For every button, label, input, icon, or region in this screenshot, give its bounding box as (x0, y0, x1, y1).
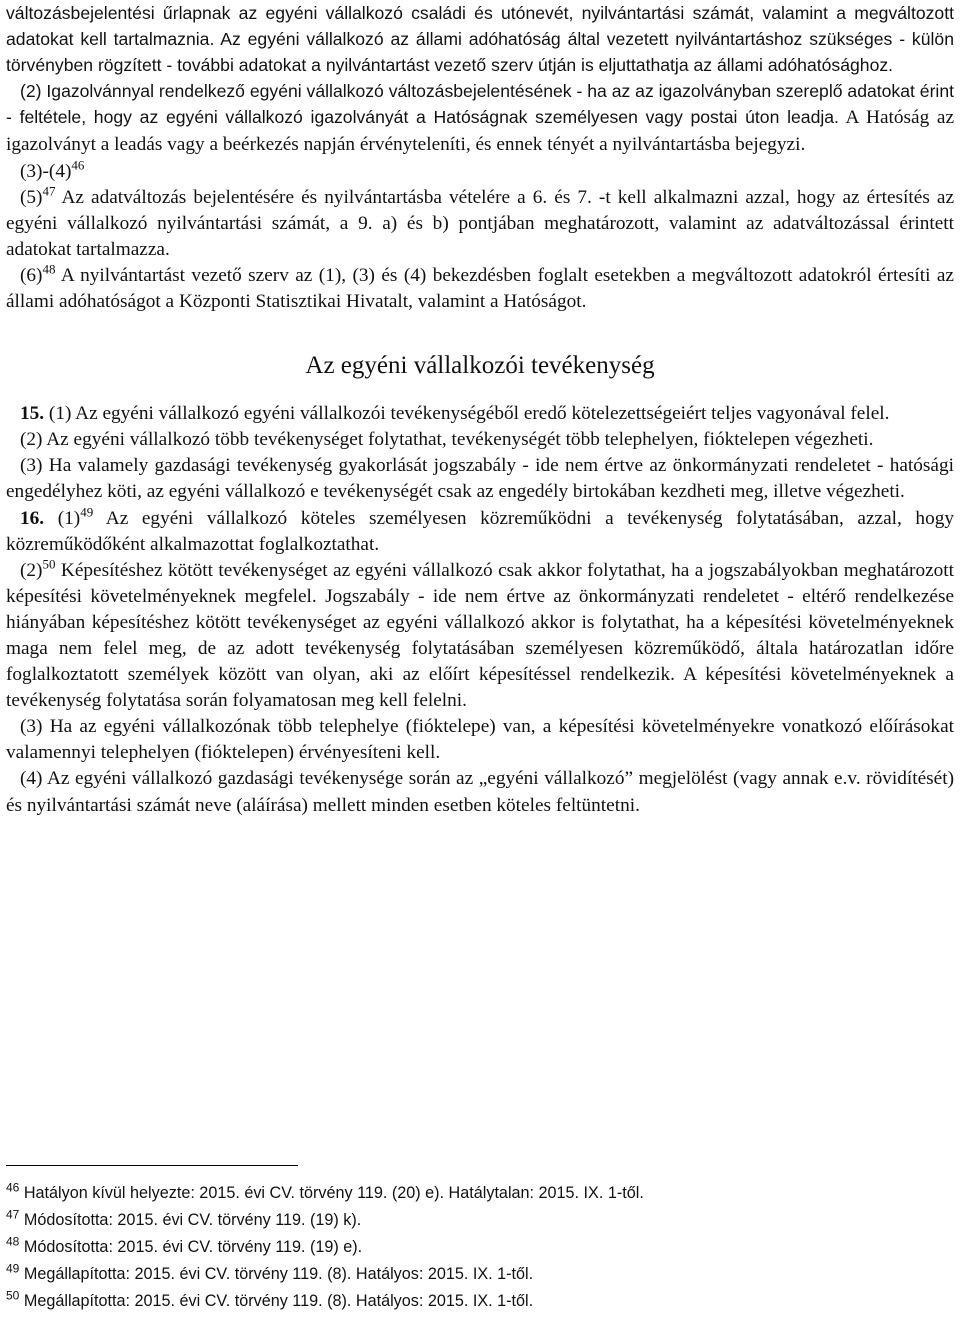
footnote-46 (6, 1180, 954, 1207)
footnote-separator (6, 1165, 298, 1166)
section-16-para-2-label: (2) (20, 559, 43, 581)
paragraph-3-4-label: (3)-(4) (20, 160, 72, 182)
paragraph-6-label: (6) (20, 264, 43, 286)
paragraph-2 (6, 78, 954, 158)
paragraph-6 (6, 263, 954, 315)
paragraph-5 (6, 185, 954, 263)
footnote-number: 49 (6, 1261, 20, 1276)
footnote-number: 47 (6, 1207, 20, 1222)
footnote-49 (6, 1261, 954, 1288)
section-15-text: (1) Az egyéni vállalkozó egyéni vállalkozói tevékenységéből eredő kötelezettségeiért teljes vagyonával felel. (44, 403, 890, 425)
section-15-para-2: (2) Az egyéni vállalkozó több tevékenységet folytathat, tevékenységét több telephelyen, fióktelepen végezheti. (20, 429, 874, 451)
footnote-text: Megállapította: 2015. évi CV. törvény 119. (8). Hatályos: 2015. IX. 1-től. (19, 1291, 534, 1310)
paragraph-5-text: Az adatváltozás bejelentésére és nyilvántartásba vételére a 6. és 7. -t kell alkalmazni azzal, hogy az értesítés az egyéni vállalkozó nyilvántartási számát, a 9. a) és b) pontjában meghatározott, valamint az adatváltozással érintett adatokat tartalmazza. (6, 186, 954, 260)
footnote-48 (6, 1234, 954, 1261)
section-16-para-3: (3) Ha az egyéni vállalkozónak több telephelye (fióktelepe) van, a képesítési követelményekre vonatkozó előírásokat valamennyi telephelyen (fióktelepen) érvényesíteni kell. (6, 716, 954, 764)
section-16-para-2-text: Képesítéshez kötött tevékenységet az egyéni vállalkozó csak akkor folytathat, ha a jogszabályokban meghatározott képesítési követelményeknek megfelel. Jogszabály - ide nem értve az önkormányzati rendeletet - eltérő rendelkezése hiányában képesítéshez kötött tevékenységet az egyéni vállalkozó akkor is folytathat, ha a képesítési követelményeknek maga nem felel meg, de az adott tevékenység folytatásában személyesen közreműködő, általa határozatlan időre foglalkoztatott személyek között van olyan, aki az előírt képesítéssel rendelkezik. A képesítési követelményeknek a tevékenység folytatása során folyamatosan meg kell felelni. (6, 559, 954, 712)
paragraph-5-label: (5) (20, 186, 43, 208)
footnote-ref-48[interactable]: 48 (42, 261, 56, 277)
footnote-number: 48 (6, 1234, 20, 1249)
paragraph-6-text: A nyilvántartást vezető szerv az (1), (3) és (4) bekezdésben foglalt esetekben a megváltozott adatokról értesíti az állami adóhatóságot a Központi Statisztikai Hivatalt, valamint a Hatóságot. (6, 264, 954, 313)
section-15-para-3: (3) Ha valamely gazdasági tevékenység gyakorlását jogszabály - ide nem értve az önkormányzati rendeletet - hatósági engedélyhez köti, az egyéni vállalkozó e tevékenységét csak az engedély birtokában kezdheti meg, illetve végezheti. (6, 455, 954, 503)
footnote-number: 50 (6, 1288, 20, 1303)
section-16-para-1 (6, 506, 954, 558)
paragraph-2-text-b: A Hatóság az igazolványt a leadás vagy a beérkezés napján érvényteleníti, és ennek tényét a nyilvántartásba bejegyzi. (6, 107, 955, 156)
footnote-ref-49[interactable]: 49 (80, 504, 94, 520)
footnote-text: Hatályon kívül helyezte: 2015. évi CV. törvény 119. (20) e). Hatálytalan: 2015. IX. 1-től. (19, 1184, 644, 1202)
footnote-text: Megállapította: 2015. évi CV. törvény 119. (8). Hatályos: 2015. IX. 1-től. (19, 1264, 534, 1283)
footnote-47 (6, 1207, 954, 1234)
footnote-ref-50[interactable]: 50 (42, 556, 56, 572)
footnote-ref-46[interactable]: 46 (71, 157, 85, 173)
section-16-para-4: (4) Az egyéni vállalkozó gazdasági tevékenysége során az „egyéni vállalkozó” megjelölést (vagy annak e.v. rövidítését) és nyilvántartási számát neve (aláírása) mellett minden esetben köteles feltüntetni. (6, 768, 954, 816)
section-16-para-2 (6, 558, 954, 715)
footnote-ref-47[interactable]: 47 (42, 183, 56, 199)
document-body (6, 0, 954, 819)
footnote-number: 46 (6, 1180, 20, 1195)
section-16-text: Az egyéni vállalkozó köteles személyesen közreműködni a tevékenység folytatásában, azzal, hogy közreműködőként alkalmazottat foglalkoztathat. (6, 507, 954, 555)
section-heading: Az egyéni vállalkozói tevékenység (305, 352, 655, 380)
section-15-para-1 (6, 401, 954, 427)
footnote-text: Módosította: 2015. évi CV. törvény 119. (19) e). (19, 1237, 363, 1256)
paragraph-3-4 (6, 159, 954, 185)
footnotes (6, 1180, 954, 1315)
section-15-number: 15. (20, 403, 45, 425)
footnote-50 (6, 1288, 954, 1315)
paragraph-2-text: (2) Igazolvánnyal rendelkező egyéni vállalkozó változásbejelentésének - ha az az igazolványban szereplő adatokat érint - feltétele, hogy az egyéni vállalkozó igazolványát a Hatóságnak személyesen vagy postai úton leadja. (6, 81, 955, 128)
paragraph-continuation: változásbejelentési űrlapnak az egyéni vállalkozó családi és utónevét, nyilvántartási számát, valamint a megváltozott adatokat kell tartalmaznia. Az egyéni vállalkozó az állami adóhatóság által vezetett nyilvántartáshoz szükséges - külön törvényben rögzített - további adatokat a nyilvántartást vezető szerv útján is eljuttathatja az állami adóhatósághoz. (6, 3, 954, 76)
section-16-number: 16. (20, 507, 45, 529)
section-16-label: (1) (44, 507, 81, 529)
footnote-text: Módosította: 2015. évi CV. törvény 119. (19) k). (19, 1210, 362, 1229)
